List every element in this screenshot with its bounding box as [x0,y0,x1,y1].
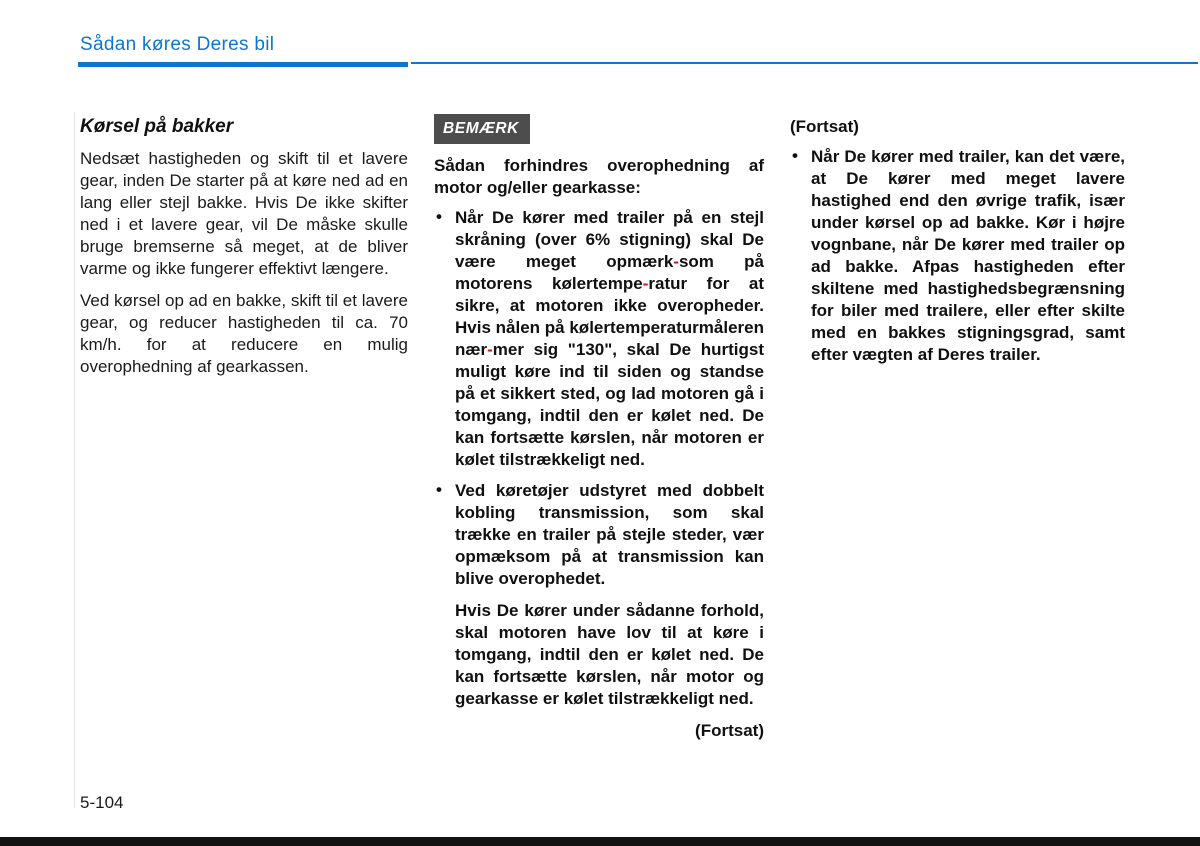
bullet-marker: • [436,207,442,226]
list-item [434,480,764,590]
header-divider [78,62,1198,67]
bullet-marker: • [792,146,798,165]
page-bottom-bar [0,837,1200,846]
content-columns [80,114,1125,742]
page-header-title: Sådan køres Deres bil [80,34,275,55]
page-number: 5-104 [80,793,124,812]
section-heading: Kørsel på bakker [80,116,234,137]
list-item [434,207,764,471]
continued-bullet-list [790,146,1125,366]
continuation-paragraph: Hvis De kører under sådanne forhold, skal motoren have lov til at køre i tomgang, indtil den er kølet ned. De kan fortsætte kørslen, når motor og gearkasse er kølet tilstrækkeligt ned. [455,601,764,708]
header-divider-thin-segment [411,62,1198,64]
paragraph: Nedsæt hastigheden og skift til et lavere gear, inden De starter på at køre ned ad en lang eller stejl bakke. Hvis De ikke skifter ned i et lavere gear, vil De måske skulle bruge bremserne så meget, at de bliver varme og ikke fungerer effektivt længere. [80,149,408,278]
notice-bullet-list [434,207,764,590]
bullet-text: Ved køretøjer udstyret med dobbelt kobling transmission, som skal trække en trailer på stejle steder, vær opmæksom på at transmission kan blive overophedet. [455,481,764,588]
continued-label: (Fortsat) [790,117,859,136]
left-margin-line [74,112,75,808]
column-middle [434,114,764,742]
notice-intro-heading: Sådan forhindres overophedning af motor og/eller gearkasse: [434,156,764,197]
header-divider-thick-segment [78,62,408,67]
paragraph: Ved kørsel op ad en bakke, skift til et lavere gear, og reducer hastigheden til ca. 70 km/h. for at reducere en mulig overophedning af gearkassen. [80,291,408,376]
column-right [790,114,1125,742]
list-item [790,146,1125,366]
bullet-text: Når De kører med trailer, kan det være, at De kører med meget lavere hastighed end den øvrige trafik, især under kørsel op ad bakke. Kør i højre vognbane, når De kører med trailer op ad bakke. Afpas hastigheden efter skiltene med hastighedsbegrænsning for biler med trailere, eller efter skilte med en bakkes stigningsgrad, samt efter vægten af Deres trailer. [811,147,1125,364]
column-left [80,114,408,742]
notice-badge: BEMÆRK [434,114,530,144]
continued-marker: (Fortsat) [695,721,764,740]
bullet-marker: • [436,480,442,499]
bullet-text: Når De kører med trailer på en stejl skråning (over 6% stigning) skal De være meget opmærk-som på motorens kølertempe-ratur for at sikre, at motoren ikke overopheder. Hvis nålen på kølertemperaturmåleren nær-mer sig "130", skal De hurtigst muligt køre ind til siden og standse på et sikkert sted, og lad motoren gå i tomgang, indtil den er kølet ned. De kan fortsætte kørslen, når motoren er kølet tilstrækkeligt ned. [455,208,764,469]
